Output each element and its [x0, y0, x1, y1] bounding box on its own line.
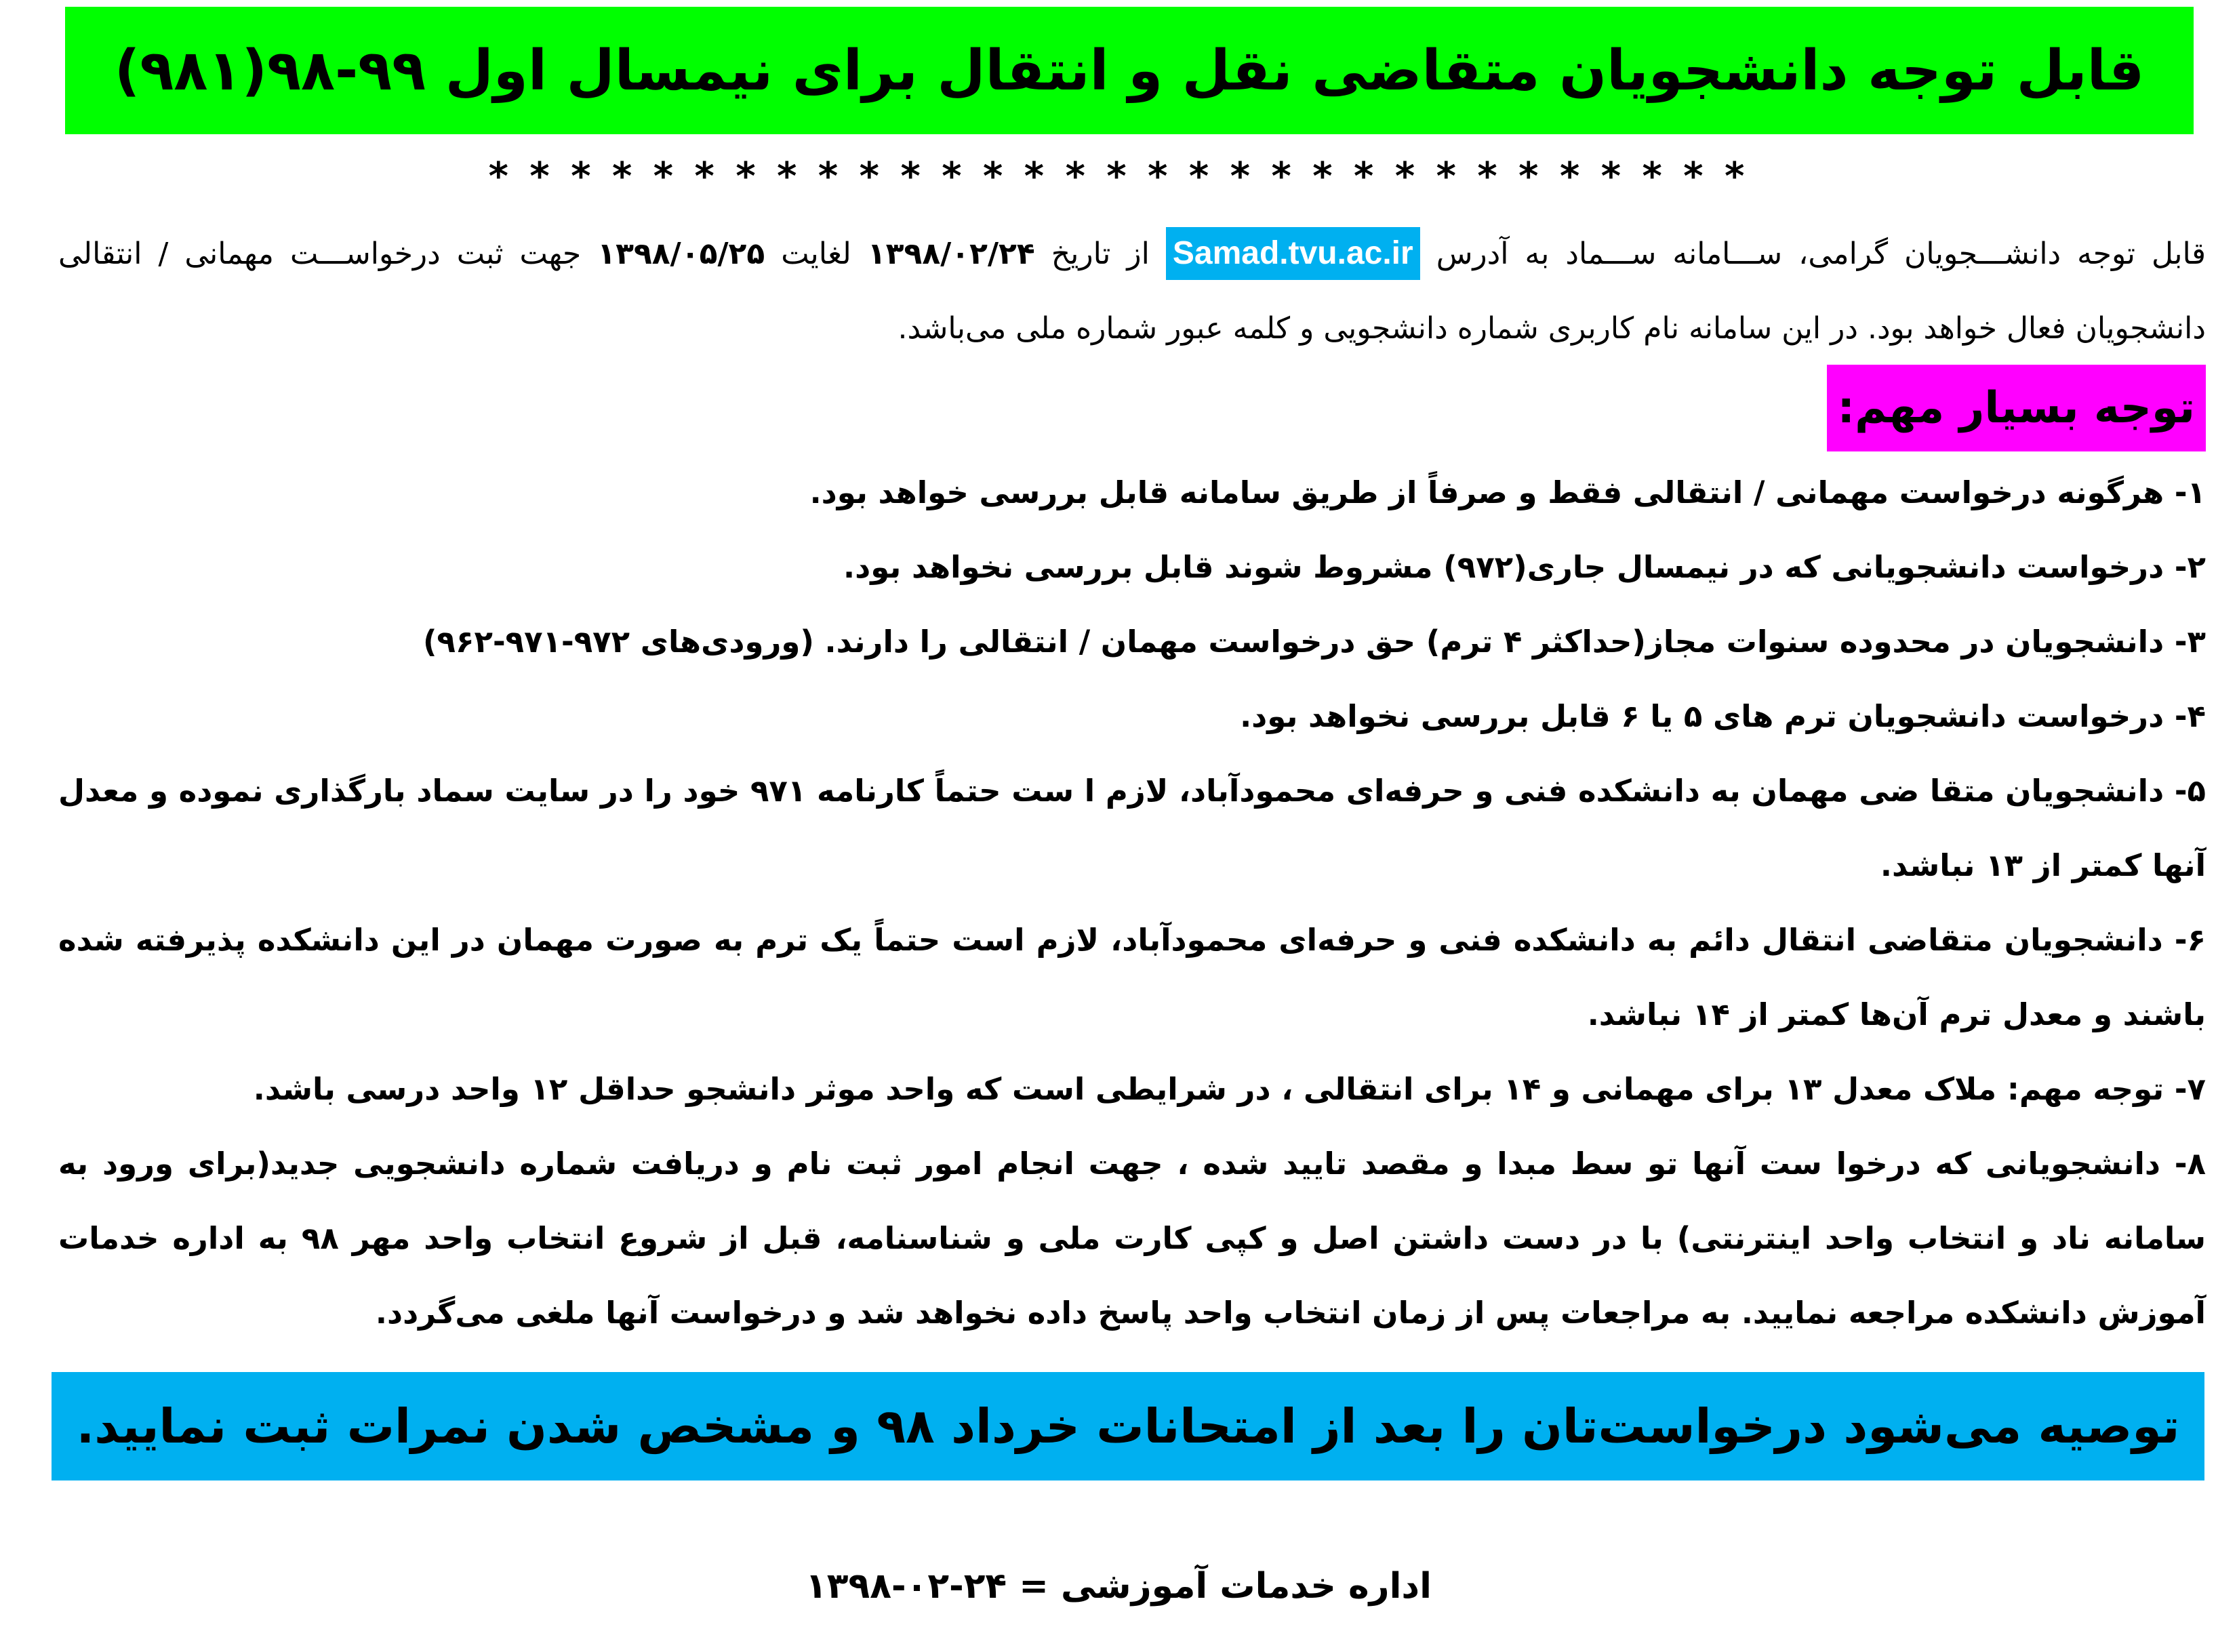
intro-paragraph: [58, 217, 2206, 366]
recommendation-text: توصیه می‌شود درخواست‌تان را بعد از امتحانات خرداد ۹۸ و مشخص شدن نمرات ثبت نمایید.: [76, 1398, 2180, 1454]
footer-signature: اداره خدمات آموزشی = ۲۴-۰۲-۱۳۹۸: [805, 1566, 1432, 1607]
recommendation-banner: [52, 1372, 2204, 1480]
intro-text-3: لغایت: [765, 237, 851, 271]
start-date: ۱۳۹۸/۰۲/۲۴: [867, 237, 1035, 271]
samad-url-link[interactable]: Samad.tvu.ac.ir: [1166, 227, 1420, 280]
page-title: قابل توجه دانشجویان متقاضی نقل و انتقال برای نیمسال اول ۹۹-۹۸(۹۸۱): [114, 38, 2145, 103]
note-item-7: ۷- توجه مهم: ملاک معدل ۱۳ برای مهمانی و ۱۴ برای انتقالی ، در شرایطی است که واحد موثر دانشجو حداقل ۱۲ واحد درسی باشد.: [253, 1071, 2206, 1107]
note-item-2: ۲- درخواست دانشجویانی که در نیمسال جاری(۹۷۲) مشروط شوند قابل بررسی نخواهد بود.: [843, 549, 2206, 585]
intro-text-1: قابل توجه دانشـــجویان گرامی، ســـامانه ســـماد به آدرس: [1419, 237, 2206, 271]
title-banner: [65, 7, 2194, 134]
important-heading: توجه بسیار مهم:: [1827, 365, 2206, 451]
notes-list: [58, 456, 2206, 1350]
intro-text-4: جهت ثبت درخواســـت مهمانی / انتقالی دانشجویان فعال خواهد بود. در این سامانه نام کاربری شماره دانشجویی و کلمه عبور شماره ملی می‌باشد.: [58, 237, 2206, 346]
intro-text-2: از تاریخ: [1034, 237, 1150, 271]
note-item-8: ۸- دانشجویانی که درخوا ست آنها تو سط مبدا و مقصد تایید شده ، جهت انجام امور ثبت نام و دریافت شماره دانشجویی جدید(برای ورود به سامانه ناد و انتخاب واحد اینترنتی) با در دست داشتن اصل و کپی کارت ملی و شناسنامه، قبل از شروع انتخاب واحد مهر ۹۸ به اداره خدمات آموزش دانشکده مراجعه نمایید. به مراجعات پس از زمان انتخاب واحد پاسخ داده نخواهد شد و درخواست آنها ملغی می‌گردد.: [58, 1146, 2206, 1331]
end-date: ۱۳۹۸/۰۵/۲۵: [597, 237, 765, 271]
note-item-3: ۳- دانشجویان در محدوده سنوات مجاز(حداکثر ۴ ترم) حق درخواست مهمان / انتقالی را دارند. (ورودی‌های ۹۷۲-۹۷۱-۹۶۲): [422, 624, 2206, 660]
star-divider: * * * * * * * * * * * * * * * * * * * * * * * * * * * * * * *: [488, 155, 1749, 199]
note-item-5: ۵- دانشجویان متقا ضی مهمان به دانشکده فنی و حرفه‌ای محمودآباد، لازم ا ست حتماً کارنامه ۹۷۱ خود را در سایت سماد بارگذاری نموده و معدل آنها کمتر از ۱۳ نباشد.: [58, 773, 2206, 883]
note-item-1: ۱- هرگونه درخواست مهمانی / انتقالی فقط و صرفاً از طریق سامانه قابل بررسی خواهد بود.: [809, 475, 2206, 510]
note-item-4: ۴- درخواست دانشجویان ترم های ۵ یا ۶ قابل بررسی نخواهد بود.: [1240, 698, 2206, 734]
note-item-6: ۶- دانشجویان متقاضی انتقال دائم به دانشکده فنی و حرفه‌ای محمودآباد، لازم است حتماً یک ترم به صورت مهمان در این دانشکده پذیرفته شده باشند و معدل ترم آن‌ها کمتر از ۱۴ نباشد.: [58, 922, 2206, 1032]
